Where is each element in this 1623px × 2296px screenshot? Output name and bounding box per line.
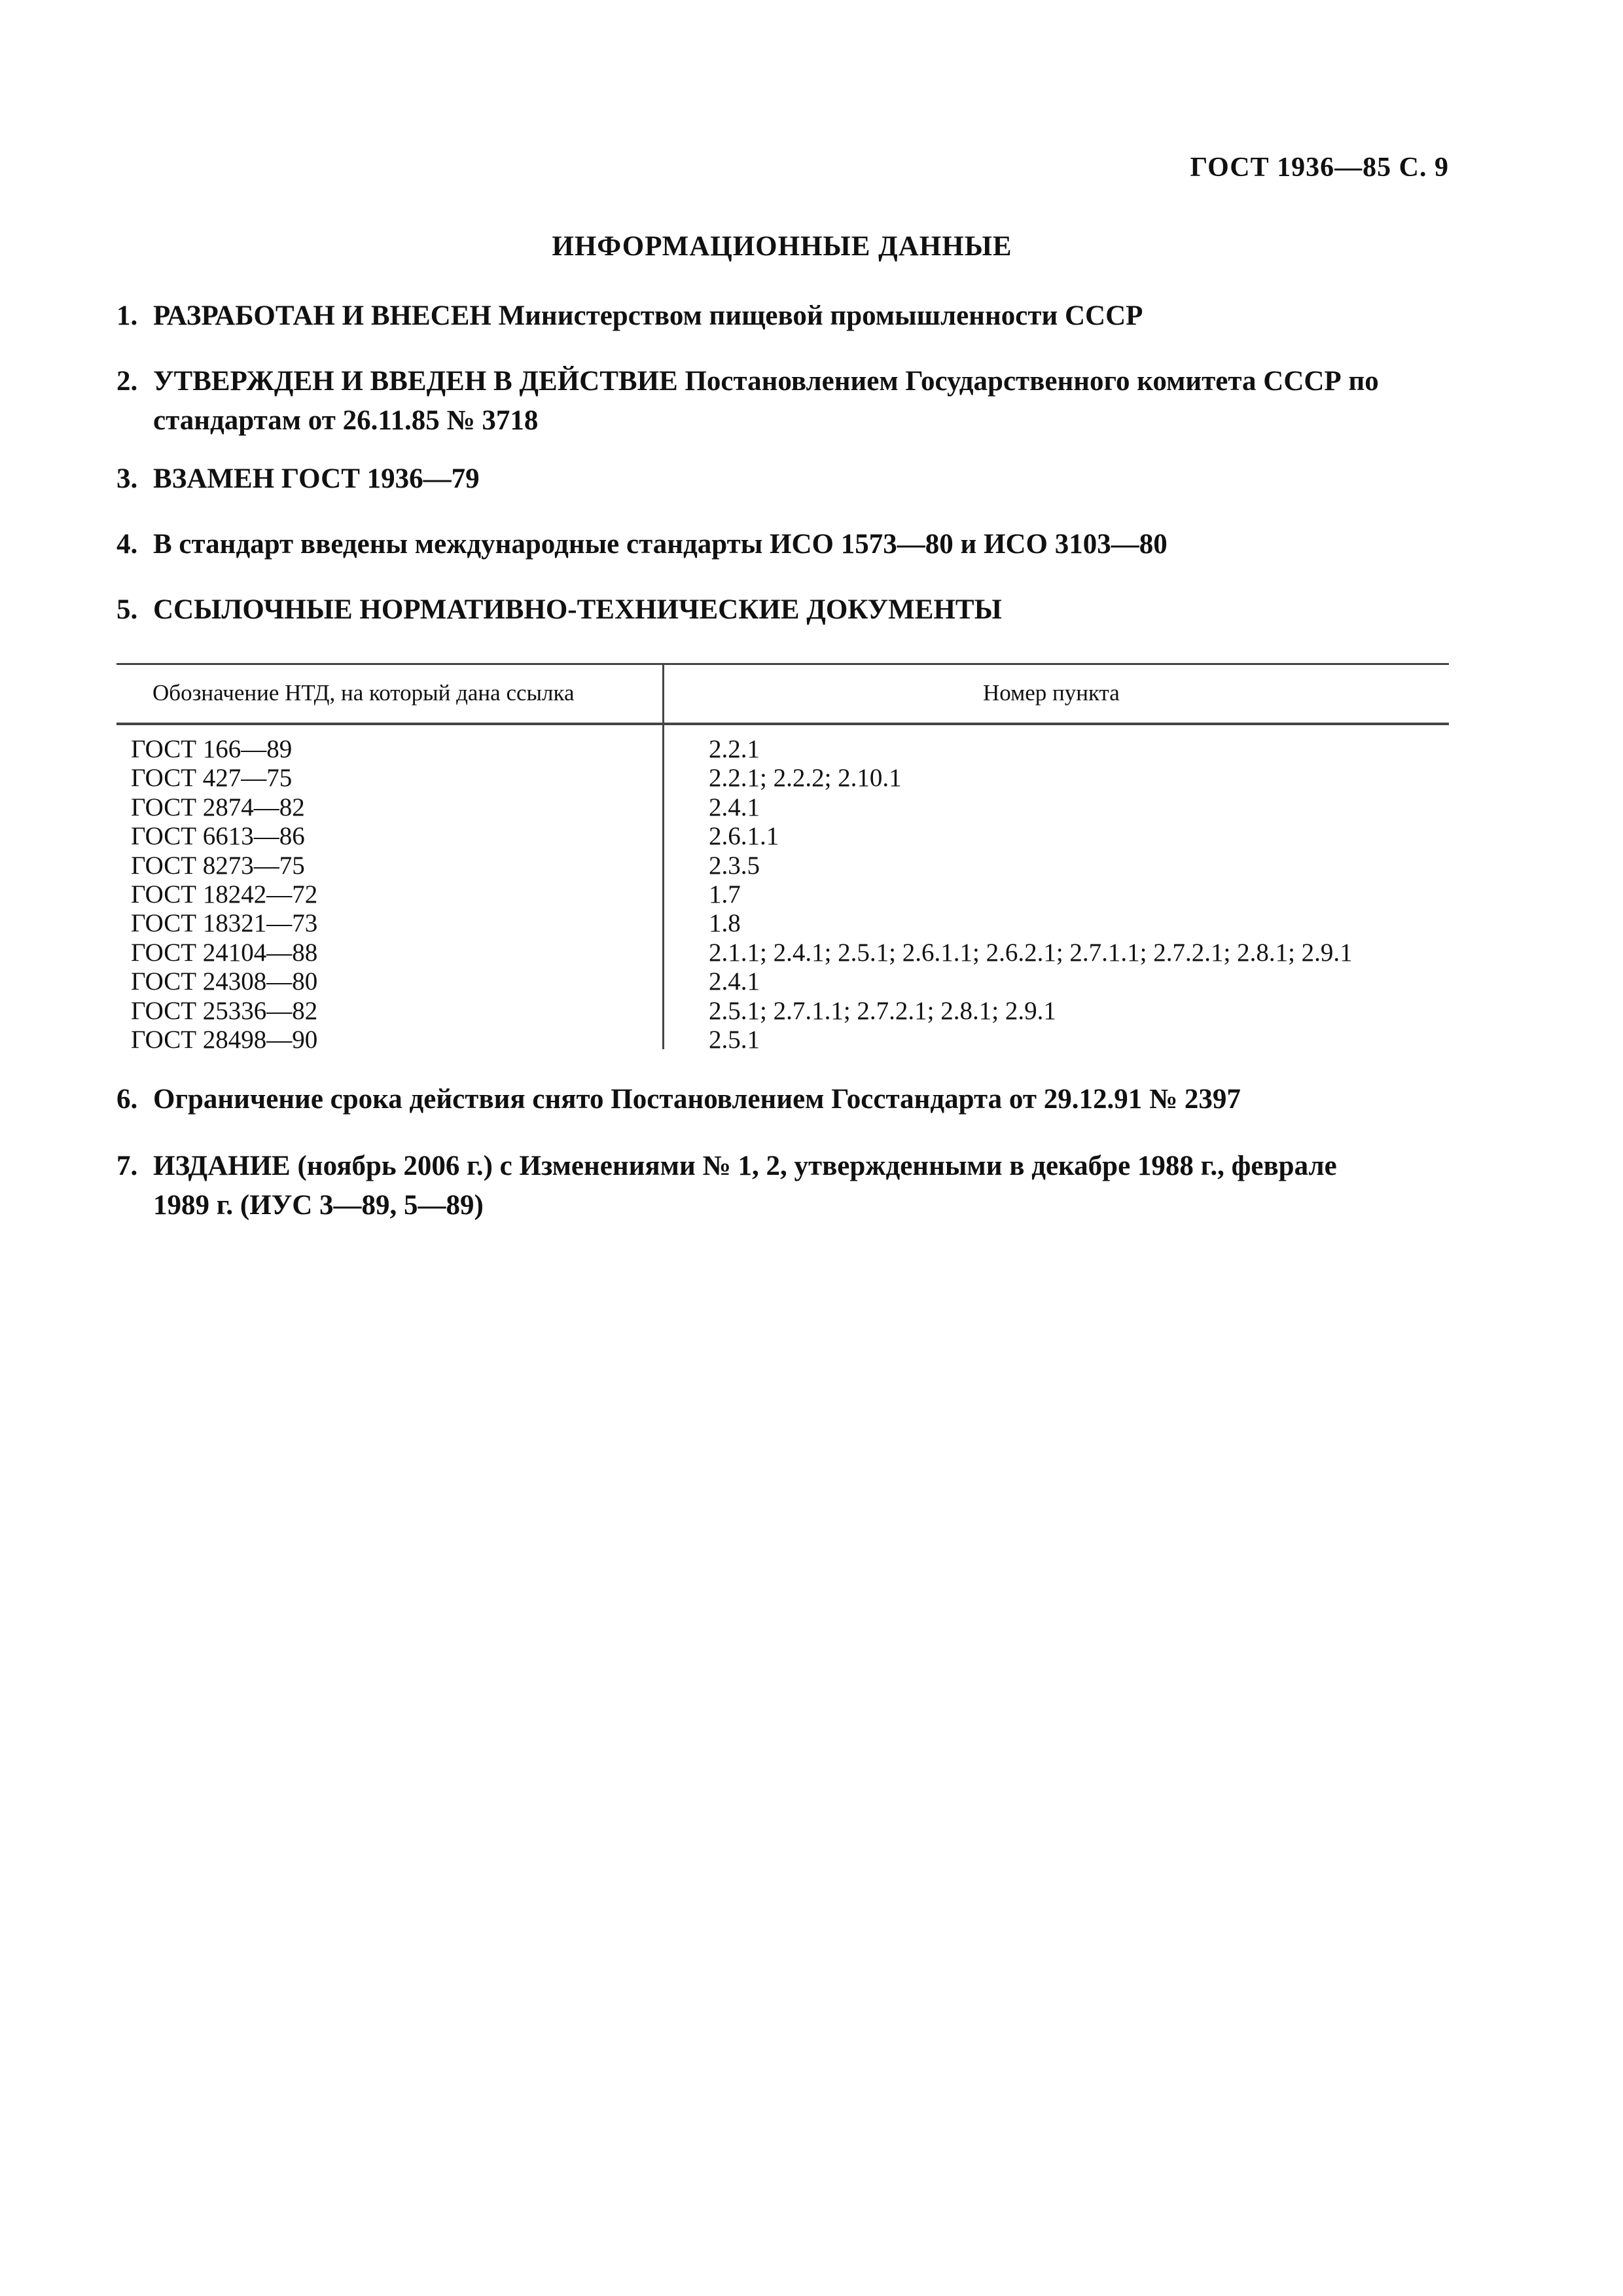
table-top-rule [116,663,1449,665]
table-header-clause: Номер пункта [983,680,1120,706]
table-header-document: Обозначение НТД, на который дана ссылка [152,680,575,706]
row-document: ГОСТ 25336—82 [131,996,318,1025]
item-number: 2. [116,366,138,397]
row-clauses: 2.5.1 [709,1025,760,1054]
item-text-line2: 1989 г. (ИУС 3—89, 5—89) [153,1190,484,1221]
item-text: В стандарт введены международные стандарты ИСО 1573—80 и ИСО 3103—80 [153,529,1168,560]
row-clauses: 2.2.1; 2.2.2; 2.10.1 [709,764,902,793]
info-item-1 [116,296,1449,336]
item-number: 7. [116,1151,138,1181]
item-text-line1: УТВЕРЖДЕН И ВВЕДЕН В ДЕЙСТВИЕ Постановлением Государственного комитета СССР по [153,366,1379,397]
item-number: 3. [116,463,138,494]
row-document: ГОСТ 6613—86 [131,822,305,851]
row-document: ГОСТ 18321—73 [131,909,318,938]
info-item-5 [116,590,1449,630]
row-clauses: 2.1.1; 2.4.1; 2.5.1; 2.6.1.1; 2.6.2.1; 2.7.1.1; 2.7.2.1; 2.8.1; 2.9.1 [709,938,1353,967]
row-document: ГОСТ 24308—80 [131,967,318,996]
table-row [116,880,1449,909]
item-number: 4. [116,529,138,560]
row-clauses: 2.2.1 [709,735,760,763]
row-document: ГОСТ 427—75 [131,764,293,793]
table-row [116,852,1449,880]
table-row [116,764,1449,793]
row-clauses: 2.4.1 [709,967,760,996]
row-document: ГОСТ 2874—82 [131,793,305,821]
table-row [116,939,1449,967]
row-document: ГОСТ 24104—88 [131,938,318,967]
info-item-7 [116,1147,1449,1225]
item-number: 5. [116,594,138,625]
table-row [116,967,1449,996]
item-text-line1: ИЗДАНИЕ (ноябрь 2006 г.) с Изменениями № 1, 2, утвержденными в декабре 1988 г., феврале [153,1151,1337,1181]
table-body [116,735,1449,1054]
table-row [116,1026,1449,1054]
table-row [116,822,1449,851]
table-row [116,909,1449,938]
table-row [116,735,1449,764]
item-text: РАЗРАБОТАН И ВНЕСЕН Министерством пищевой промышленности СССР [153,300,1143,331]
page-title: ИНФОРМАЦИОННЫЕ ДАННЫЕ [552,231,1012,262]
info-item-6 [116,1080,1449,1119]
running-head: ГОСТ 1936—85 С. 9 [1190,152,1449,183]
info-item-4 [116,525,1449,564]
row-clauses: 2.6.1.1 [709,822,779,851]
info-item-2 [116,362,1449,440]
row-clauses: 1.8 [709,909,741,938]
item-number: 1. [116,300,138,331]
row-document: ГОСТ 28498—90 [131,1025,318,1054]
table-row [116,997,1449,1026]
item-text: ССЫЛОЧНЫЕ НОРМАТИВНО-ТЕХНИЧЕСКИЕ ДОКУМЕНТЫ [153,594,1002,625]
item-text-line2: стандартам от 26.11.85 № 3718 [153,405,539,436]
references-table [116,663,1449,1054]
row-clauses: 1.7 [709,880,741,908]
table-header-rule [116,723,1449,725]
row-document: ГОСТ 166—89 [131,735,293,763]
item-text: ВЗАМЕН ГОСТ 1936—79 [153,463,480,494]
info-item-3 [116,459,1449,499]
row-clauses: 2.5.1; 2.7.1.1; 2.7.2.1; 2.8.1; 2.9.1 [709,996,1056,1025]
row-clauses: 2.4.1 [709,793,760,821]
row-document: ГОСТ 18242—72 [131,880,318,908]
item-number: 6. [116,1084,138,1115]
table-row [116,793,1449,822]
item-text: Ограничение срока действия снято Постановлением Госстандарта от 29.12.91 № 2397 [153,1084,1241,1115]
row-document: ГОСТ 8273—75 [131,851,305,880]
row-clauses: 2.3.5 [709,851,760,880]
